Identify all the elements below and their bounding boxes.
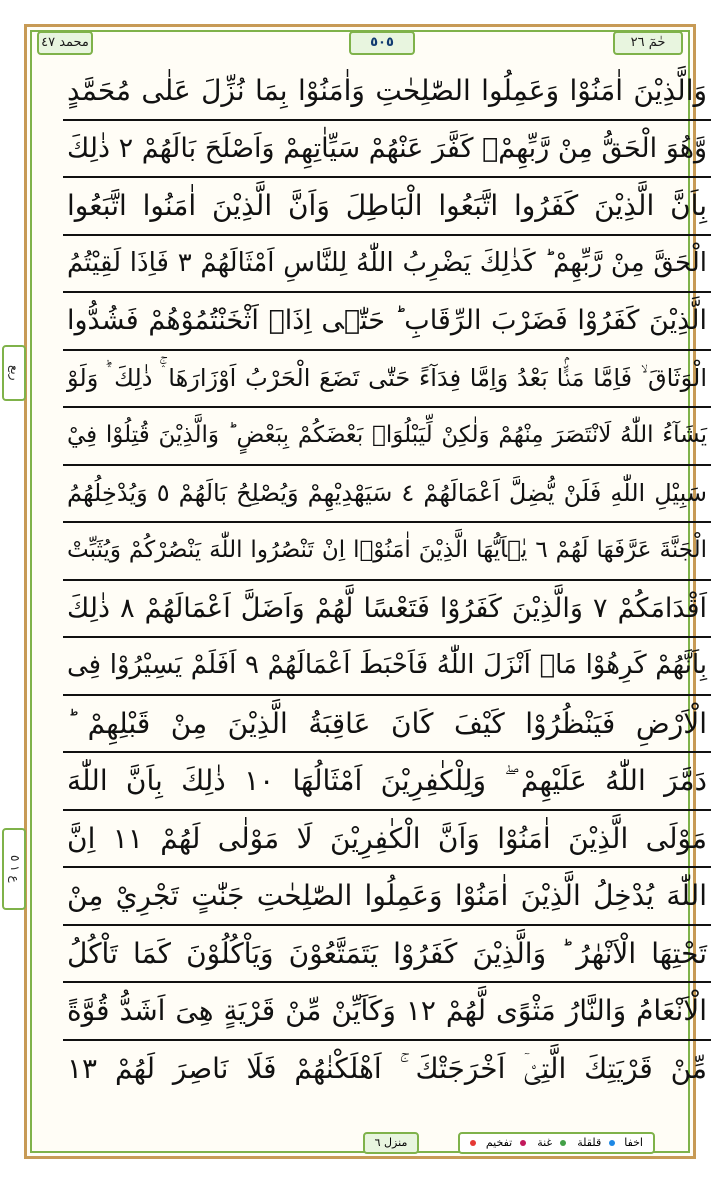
text-line: اللّٰهَ يُدْخِلُ الَّذِيْنَ اٰمَنُوْا وَعَمِلُوا الصّٰلِحٰتِ جَنّٰتٍ تَجْرِيْ مِنْ	[63, 868, 711, 926]
text-line: مَوْلَى الَّذِيْنَ اٰمَنُوْا وَاَنَّ الْكٰفِرِيْنَ لَا مَوْلٰى لَهُمْ ١١ اِنَّ	[63, 811, 711, 869]
text-line: وَالَّذِيْنَ اٰمَنُوْا وَعَمِلُوا الصّٰلِحٰتِ وَاٰمَنُوْا بِمَا نُزِّلَ عَلٰى مُحَمَّدٍ	[63, 63, 711, 121]
text-line: وَّهُوَ الْحَقُّ مِنْ رَّبِّهِمْۙ كَفَّرَ عَنْهُمْ سَيِّاٰتِهِمْ وَاَصْلَحَ بَالَهُمْ ٢ ذٰلِكَ	[63, 121, 711, 179]
legend-dot-icon	[520, 1140, 526, 1146]
page-number: ٥٠٥	[349, 31, 415, 55]
text-line: يَشَآءُ اللّٰهُ لَانْتَصَرَ مِنْهُمْ وَلٰكِنْ لِّيَبْلُوَا۟ بَعْضَكُمْ بِبَعْضٍ ؕ وَالَّذِيْنَ قُتِلُوْا فِيْ	[63, 408, 711, 466]
tajweed-legend	[458, 1132, 655, 1154]
legend-item: قلقلة	[575, 1136, 617, 1149]
text-line: الْوَثَاقَ ۙ فَاِمَّا مَنًّۢا بَعْدُ وَاِمَّا فِدَآءً حَتّٰى تَضَعَ الْحَرْبُ اَوْزَارَهَا ۛۚ ذٰلِكَ ۛؕ وَلَوْ	[63, 351, 711, 409]
text-line: دَمَّرَ اللّٰهُ عَلَيْهِمْ ۖ وَلِلْكٰفِرِيْنَ اَمْثَالُهَا ١٠ ذٰلِكَ بِاَنَّ اللّٰهَ	[63, 753, 711, 811]
legend-item: تفخيم	[484, 1136, 528, 1149]
text-line: سَبِيْلِ اللّٰهِ فَلَنْ يُّضِلَّ اَعْمَالَهُمْ ٤ سَيَهْدِيْهِمْ وَيُصْلِحُ بَالَهُمْ ٥ وَيُدْخِلُهُمُ	[63, 466, 711, 524]
juz-name-label: حٰمٓ ٢٦	[613, 31, 683, 55]
text-line: مِّنْ قَرْيَتِكَ الَّتِىْۤ اَخْرَجَتْكَ ۚ اَهْلَكْنٰهُمْ فَلَا نَاصِرَ لَهُمْ ١٣	[67, 1051, 707, 1085]
manzil-label: منزل ٦	[363, 1132, 419, 1154]
surah-name-label: محمد ٤٧	[37, 31, 93, 55]
text-line: الْحَقَّ مِنْ رَّبِّهِمْ ؕ كَذٰلِكَ يَضْرِبُ اللّٰهُ لِلنَّاسِ اَمْثَالَهُمْ ٣ فَاِذَا لَقِيْتُمُ	[63, 236, 711, 294]
text-line: الْاَرْضِ فَيَنْظُرُوْا كَيْفَ كَانَ عَاقِبَةُ الَّذِيْنَ مِنْ قَبْلِهِمْ ؕ	[63, 696, 711, 754]
text-line: الَّذِيْنَ كَفَرُوْا فَضَرْبَ الرِّقَابِ ؕ حَتّٰۤى اِذَاۤ اَثْخَنْتُمُوْهُمْ فَشُدُّوا	[63, 293, 711, 351]
legend-dot-icon	[609, 1140, 615, 1146]
legend-item: غنة	[535, 1136, 567, 1149]
text-line: اَقْدَامَكُمْ ٧ وَالَّذِيْنَ كَفَرُوْا فَتَعْسًا لَّهُمْ وَاَضَلَّ اَعْمَالَهُمْ ٨ ذٰلِكَ	[63, 581, 711, 639]
page-frame	[24, 24, 707, 1159]
ruku-marker: ع ١ ٥	[2, 828, 26, 910]
rub-marker: ربع	[2, 345, 26, 401]
text-line: الْجَنَّةَ عَرَّفَهَا لَهُمْ ٦ يٰۤاَيُّهَا الَّذِيْنَ اٰمَنُوْۤا اِنْ تَنْصُرُوا اللّٰهَ يَنْصُرْكُمْ وَيُثَبِّتْ	[63, 523, 711, 581]
legend-item: اخفا	[468, 1136, 645, 1149]
text-line: بِاَنَّ الَّذِيْنَ كَفَرُوا اتَّبَعُوا الْبَاطِلَ وَاَنَّ الَّذِيْنَ اٰمَنُوا اتَّبَعُوا	[63, 178, 711, 236]
text-line: تَحْتِهَا الْاَنْهٰرُ ؕ وَالَّذِيْنَ كَفَرُوْا يَتَمَتَّعُوْنَ وَيَاْكُلُوْنَ كَمَا تَاْكُلُ	[63, 926, 711, 984]
text-lines	[63, 63, 711, 1096]
legend-dot-icon	[560, 1140, 566, 1146]
text-line: بِاَنَّهُمْ كَرِهُوْا مَاۤ اَنْزَلَ اللّٰهُ فَاَحْبَطَ اَعْمَالَهُمْ ٩ اَفَلَمْ يَسِيْرُوْا فِى	[63, 638, 711, 696]
text-line: الْاَنْعَامُ وَالنَّارُ مَثْوًى لَّهُمْ ١٢ وَكَاَيِّنْ مِّنْ قَرْيَةٍ هِىَ اَشَدُّ قُوَّةً	[63, 983, 711, 1041]
legend-dot-icon	[470, 1140, 476, 1146]
